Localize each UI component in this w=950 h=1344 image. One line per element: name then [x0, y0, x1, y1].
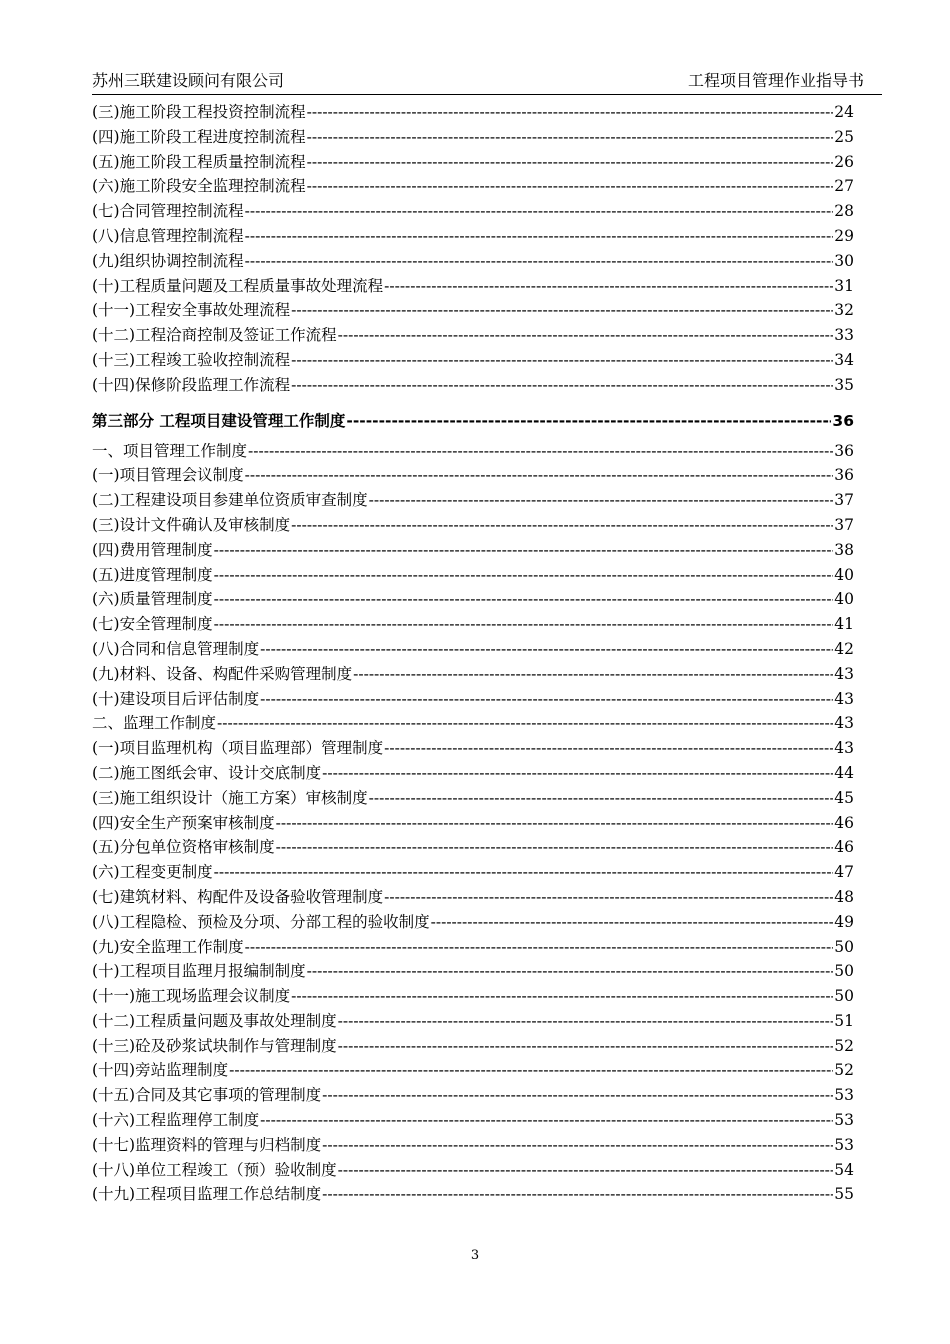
- toc-entry: [92, 1133, 854, 1158]
- dot-leader: [369, 488, 834, 513]
- dot-leader: [307, 174, 834, 199]
- toc-entry-page: 43: [834, 714, 854, 733]
- toc-entry: [92, 199, 854, 224]
- toc-entry-page: 46: [834, 813, 854, 832]
- dot-leader: [276, 835, 834, 860]
- table-of-contents: [92, 100, 854, 1207]
- toc-entry: [92, 298, 854, 323]
- toc-entry-title: (十一)工程安全事故处理流程: [92, 301, 291, 320]
- toc-entry: [92, 563, 854, 588]
- toc-entry-page: 54: [834, 1160, 854, 1179]
- toc-entry: [92, 323, 854, 348]
- page-number: 3: [470, 1248, 480, 1263]
- toc-entry-page: 46: [834, 838, 854, 857]
- toc-entry-title: (四)安全生产预案审核制度: [92, 813, 275, 832]
- toc-entry: [92, 711, 854, 736]
- toc-entry: [92, 1158, 854, 1183]
- toc-entry: [92, 736, 854, 761]
- toc-entry: [92, 348, 854, 373]
- dot-leader: [291, 298, 833, 323]
- dot-leader: [307, 100, 834, 125]
- toc-entry-title: (三)施工组织设计（施工方案）审核制度: [92, 788, 368, 807]
- toc-entry-title: (十四)旁站监理制度: [92, 1061, 229, 1080]
- toc-entry: [92, 174, 854, 199]
- dot-leader: [291, 984, 833, 1009]
- dot-leader: [245, 463, 834, 488]
- toc-entry-title: (十三)砼及砂浆试块制作与管理制度: [92, 1036, 337, 1055]
- toc-entry: [92, 125, 854, 150]
- dot-leader: [307, 125, 834, 150]
- toc-entry: [92, 959, 854, 984]
- toc-entry-page: 32: [834, 301, 854, 320]
- toc-entry-page: 36: [834, 441, 854, 460]
- dot-leader: [322, 761, 833, 786]
- toc-entry: [92, 513, 854, 538]
- toc-entry-page: 53: [834, 1135, 854, 1154]
- toc-entry: [92, 373, 854, 398]
- toc-entry-title: (八)信息管理控制流程: [92, 226, 244, 245]
- toc-entry-page: 37: [834, 491, 854, 510]
- toc-entry: [92, 786, 854, 811]
- toc-entry-page: 50: [834, 987, 854, 1006]
- dot-leader: [276, 811, 834, 836]
- toc-entry-title: (三)设计文件确认及审核制度: [92, 515, 291, 534]
- dot-leader: [353, 662, 833, 687]
- toc-entry-page: 40: [834, 590, 854, 609]
- toc-entry-title: (九)安全监理工作制度: [92, 937, 244, 956]
- toc-entry-page: 41: [834, 615, 854, 634]
- dot-leader: [369, 786, 834, 811]
- toc-entry-page: 40: [834, 565, 854, 584]
- toc-entry-page: 43: [834, 739, 854, 758]
- toc-entry-page: 27: [834, 177, 854, 196]
- toc-entry-title: (二)施工图纸会审、设计交底制度: [92, 763, 322, 782]
- dot-leader: [338, 323, 834, 348]
- toc-entry-page: 26: [834, 152, 854, 171]
- toc-entry-page: 30: [834, 251, 854, 270]
- dot-leader: [245, 249, 834, 274]
- toc-entry-page: 51: [834, 1011, 854, 1030]
- dot-leader: [248, 439, 833, 464]
- toc-entry-title: (十六)工程监理停工制度: [92, 1111, 260, 1130]
- dot-leader: [384, 885, 833, 910]
- toc-entry-title: (六)质量管理制度: [92, 590, 213, 609]
- dot-leader: [338, 1158, 834, 1183]
- toc-entry-title: (二)工程建设项目参建单位资质审查制度: [92, 491, 368, 510]
- toc-entry-page: 49: [834, 912, 854, 931]
- toc-entry-title: (十五)合同及其它事项的管理制度: [92, 1086, 322, 1105]
- toc-entry: [92, 1083, 854, 1108]
- toc-entry: [92, 1058, 854, 1083]
- toc-entry: [92, 1182, 854, 1207]
- toc-entry-title: (一)项目管理会议制度: [92, 466, 244, 485]
- toc-entry-page: 42: [834, 639, 854, 658]
- toc-entry-title: 二、监理工作制度: [92, 714, 217, 733]
- toc-entry: [92, 1108, 854, 1133]
- toc-entry: [92, 439, 854, 464]
- toc-entry: [92, 910, 854, 935]
- dot-leader: [322, 1182, 833, 1207]
- toc-entry-title: 第三部分 工程项目建设管理工作制度: [92, 411, 346, 430]
- toc-entry: [92, 274, 854, 299]
- toc-entry-page: 48: [834, 887, 854, 906]
- toc-entry: [92, 860, 854, 885]
- toc-entry-title: (十二)工程质量问题及事故处理制度: [92, 1011, 337, 1030]
- toc-entry-page: 34: [834, 350, 854, 369]
- dot-leader: [245, 199, 834, 224]
- dot-leader: [307, 150, 834, 175]
- toc-entry: [92, 1034, 854, 1059]
- dot-leader: [322, 1133, 833, 1158]
- dot-leader: [346, 401, 831, 441]
- dot-leader: [260, 687, 833, 712]
- toc-entry: [92, 612, 854, 637]
- toc-entry-page: 29: [834, 226, 854, 245]
- toc-entry-page: 53: [834, 1111, 854, 1130]
- dot-leader: [431, 910, 834, 935]
- toc-entry-page: 52: [834, 1036, 854, 1055]
- toc-entry-page: 38: [834, 540, 854, 559]
- toc-entry: [92, 463, 854, 488]
- dot-leader: [214, 612, 834, 637]
- toc-entry-title: (十)工程项目监理月报编制制度: [92, 962, 306, 981]
- dot-leader: [214, 860, 834, 885]
- dot-leader: [307, 959, 834, 984]
- toc-entry: [92, 885, 854, 910]
- dot-leader: [338, 1034, 834, 1059]
- document-title: 工程项目管理作业指导书: [687, 71, 864, 90]
- toc-entry: [92, 150, 854, 175]
- toc-entry-title: (五)施工阶段工程质量控制流程: [92, 152, 306, 171]
- toc-entry-title: 一、项目管理工作制度: [92, 441, 248, 460]
- toc-entry: [92, 224, 854, 249]
- dot-leader: [338, 1009, 834, 1034]
- toc-entry-title: (十九)工程项目监理工作总结制度: [92, 1185, 322, 1204]
- toc-entry-title: (七)合同管理控制流程: [92, 202, 244, 221]
- company-name: 苏州三联建设顾问有限公司: [92, 71, 285, 90]
- dot-leader: [214, 587, 834, 612]
- toc-entry-page: 43: [834, 689, 854, 708]
- toc-entry-title: (九)材料、设备、构配件采购管理制度: [92, 664, 353, 683]
- dot-leader: [260, 1108, 833, 1133]
- toc-entry-title: (三)施工阶段工程投资控制流程: [92, 103, 306, 121]
- toc-entry-page: 44: [834, 763, 854, 782]
- toc-entry-title: (六)工程变更制度: [92, 863, 213, 882]
- toc-entry: [92, 249, 854, 274]
- toc-entry-page: 36: [834, 466, 854, 485]
- toc-entry: [92, 1009, 854, 1034]
- toc-entry-title: (九)组织协调控制流程: [92, 251, 244, 270]
- dot-leader: [291, 373, 833, 398]
- dot-leader: [214, 538, 834, 563]
- toc-entry-title: (六)施工阶段安全监理控制流程: [92, 177, 306, 196]
- toc-entry-page: 33: [834, 326, 854, 345]
- toc-entry-title: (五)进度管理制度: [92, 565, 213, 584]
- toc-entry-page: 55: [834, 1185, 854, 1204]
- toc-entry-title: (四)施工阶段工程进度控制流程: [92, 127, 306, 146]
- toc-entry-page: 53: [834, 1086, 854, 1105]
- dot-leader: [217, 711, 833, 736]
- toc-entry: [92, 984, 854, 1009]
- toc-entry: [92, 761, 854, 786]
- toc-entry-title: (十八)单位工程竣工（预）验收制度: [92, 1160, 337, 1179]
- toc-entry: [92, 100, 854, 125]
- dot-leader: [214, 563, 834, 588]
- toc-entry-page: 31: [834, 276, 854, 295]
- toc-entry-page: 43: [834, 664, 854, 683]
- toc-entry-title: (十二)工程洽商控制及签证工作流程: [92, 326, 337, 345]
- dot-leader: [291, 348, 833, 373]
- toc-entry: [92, 637, 854, 662]
- dot-leader: [322, 1083, 833, 1108]
- toc-entry-title: (五)分包单位资格审核制度: [92, 838, 275, 857]
- toc-entry: [92, 538, 854, 563]
- toc-entry: [92, 687, 854, 712]
- page-header: [92, 66, 882, 95]
- toc-entry-title: (十一)施工现场监理会议制度: [92, 987, 291, 1006]
- toc-entry-page: 47: [834, 863, 854, 882]
- toc-entry: [92, 488, 854, 513]
- toc-entry-title: (八)合同和信息管理制度: [92, 639, 260, 658]
- toc-entry-title: (四)费用管理制度: [92, 540, 213, 559]
- toc-entry-title: (七)建筑材料、构配件及设备验收管理制度: [92, 887, 384, 906]
- toc-entry-page: 52: [834, 1061, 854, 1080]
- toc-entry-page: 25: [834, 127, 854, 146]
- toc-part-heading: [92, 401, 854, 441]
- toc-entry-title: (十七)监理资料的管理与归档制度: [92, 1135, 322, 1154]
- dot-leader: [291, 513, 833, 538]
- toc-entry-title: (八)工程隐检、预检及分项、分部工程的验收制度: [92, 912, 430, 931]
- toc-entry-title: (十)工程质量问题及工程质量事故处理流程: [92, 276, 384, 295]
- dot-leader: [384, 736, 833, 761]
- dot-leader: [229, 1058, 833, 1083]
- toc-entry-title: (十)建设项目后评估制度: [92, 689, 260, 708]
- toc-entry-title: (十四)保修阶段监理工作流程: [92, 375, 291, 394]
- toc-entry-page: 50: [834, 962, 854, 981]
- toc-entry: [92, 811, 854, 836]
- toc-entry-title: (一)项目监理机构（项目监理部）管理制度: [92, 739, 384, 758]
- toc-entry-page: 50: [834, 937, 854, 956]
- toc-entry-page: 45: [834, 788, 854, 807]
- toc-entry-title: (十三)工程竣工验收控制流程: [92, 350, 291, 369]
- toc-entry-page: 37: [834, 515, 854, 534]
- dot-leader: [245, 224, 834, 249]
- dot-leader: [245, 935, 834, 960]
- toc-entry-page: 28: [834, 202, 854, 221]
- toc-entry: [92, 835, 854, 860]
- dot-leader: [384, 274, 833, 299]
- dot-leader: [260, 637, 833, 662]
- toc-entry-page: 36: [832, 411, 854, 430]
- toc-entry-page: 24: [834, 103, 854, 121]
- toc-entry-title: (七)安全管理制度: [92, 615, 213, 634]
- toc-entry: [92, 662, 854, 687]
- toc-entry-page: 35: [834, 375, 854, 394]
- toc-entry: [92, 587, 854, 612]
- toc-entry: [92, 935, 854, 960]
